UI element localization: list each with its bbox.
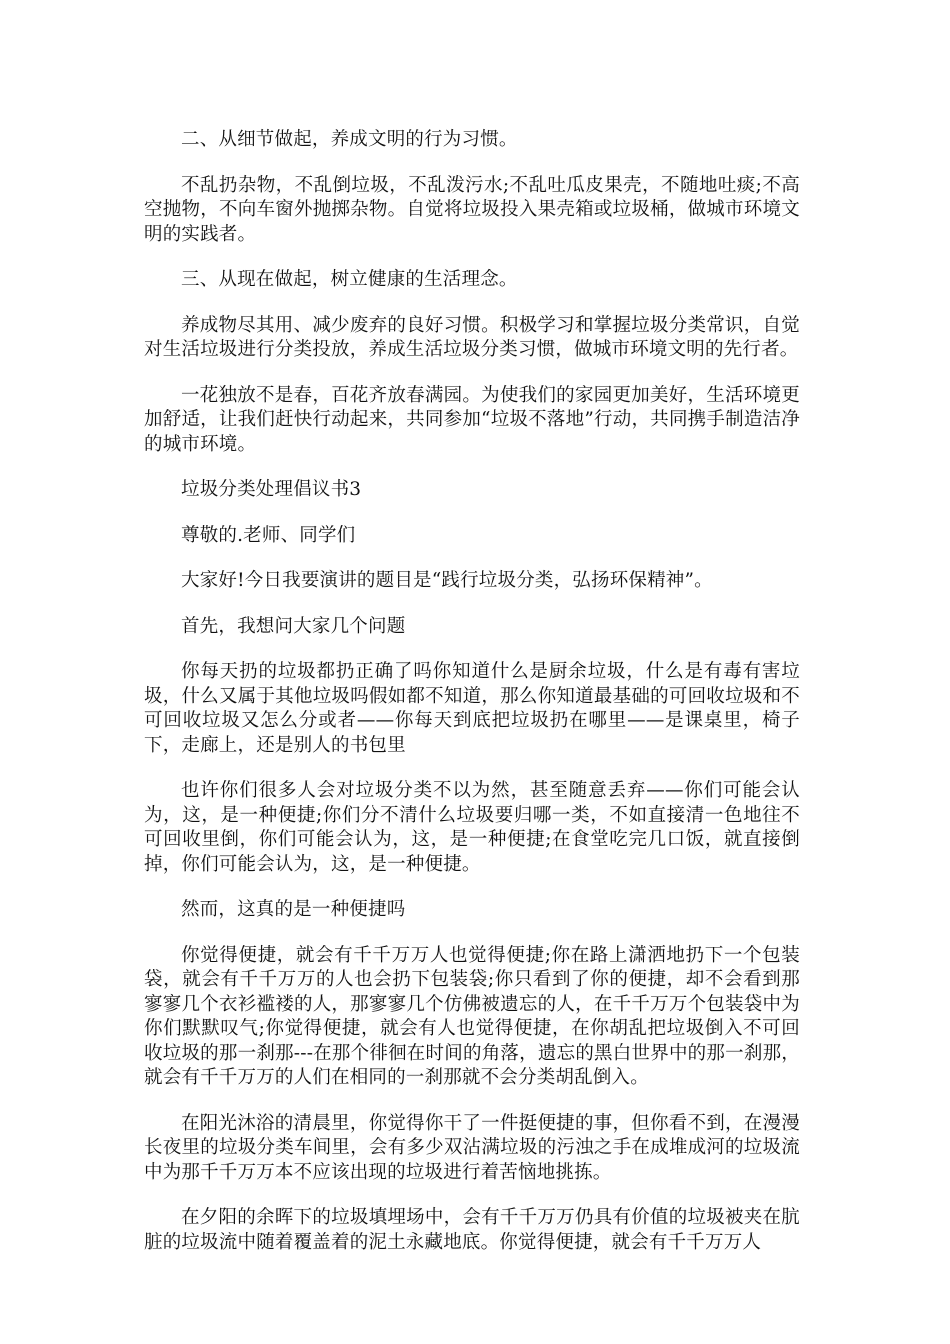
paragraph-no-littering: 不乱扔杂物，不乱倒垃圾，不乱泼污水;不乱吐瓜皮果壳，不随地吐痰;不高空抛物，不向车窗外抛掷杂物。自觉将垃圾投入果壳箱或垃圾桶，做城市环境文明的实践者。 — [144, 174, 800, 245]
paragraph-consequences: 你觉得便捷，就会有千千万万人也觉得便捷;你在路上潇洒地扔下一个包装袋，就会有千千万万的人也会扔下包装袋;你只看到了你的便捷，却不会看到那寥寥几个衣衫褴褛的人，那寥寥几个仿佛被遗忘的人，在千千万万个包装袋中为你们默默叹气;你觉得便捷，就会有人也觉得便捷，在你胡乱把垃圾倒入不可回收垃圾的那一刹那---在那个徘徊在时间的角落，遗忘的黑白世界中的那一刹那，就会有千千万万的人们在相同的一刹那就不会分类胡乱倒入。 — [144, 944, 800, 1088]
paragraph-sorting-workshop: 在阳光沐浴的清晨里，你觉得你干了一件挺便捷的事，但你看不到，在漫漫长夜里的垃圾分类车间里，会有多少双沾满垃圾的污浊之手在成堆成河的垃圾流中为那千千万万本不应该出现的垃圾进行着苦恼地挑拣。 — [144, 1112, 800, 1183]
paragraph-rhetorical-question: 然而，这真的是一种便捷吗 — [181, 899, 406, 920]
paragraph-proposal-title: 垃圾分类处理倡议书3 — [181, 479, 362, 500]
paragraph-greeting: 大家好!今日我要演讲的题目是“践行垃圾分类，弘扬环保精神”。 — [181, 570, 713, 591]
paragraph-section-two-heading: 二、从细节做起，养成文明的行为习惯。 — [181, 129, 518, 150]
paragraph-convenience: 也许你们很多人会对垃圾分类不以为然，甚至随意丢弃——你们可能会认为，这，是一种便捷;你们分不清什么垃圾要归哪一类，不如直接清一色地往不可回收里倒，你们可能会认为，这，是一种便捷;在食堂吃完几口饭，就直接倒掉，你们可能会认为，这，是一种便捷。 — [144, 780, 800, 875]
document-body — [144, 128, 800, 1276]
paragraph-call-to-action: 一花独放不是春，百花齐放春满园。为使我们的家园更加美好，生活环境更加舒适，让我们赶快行动起来，共同参加“垃圾不落地”行动，共同携手制造洁净的城市环境。 — [144, 384, 800, 455]
paragraph-section-three-heading: 三、从现在做起，树立健康的生活理念。 — [181, 269, 518, 290]
paragraph-reduce-waste: 养成物尽其用、减少废弃的良好习惯。积极学习和掌握垃圾分类常识，自觉对生活垃圾进行分类投放，养成生活垃圾分类习惯，做城市环境文明的先行者。 — [144, 314, 800, 360]
paragraph-salutation: 尊敬的.老师、同学们 — [181, 524, 356, 546]
paragraph-landfill: 在夕阳的余晖下的垃圾填埋场中，会有千千万万仍具有价值的垃圾被夹在肮脏的垃圾流中随着覆盖着的泥土永藏地底。你觉得便捷，就会有千千万万人 — [144, 1207, 800, 1253]
paragraph-questions-intro: 首先，我想问大家几个问题 — [181, 615, 406, 637]
paragraph-questions: 你每天扔的垃圾都扔正确了吗你知道什么是厨余垃圾，什么是有毒有害垃圾，什么又属于其他垃圾吗假如都不知道，那么你知道最基础的可回收垃圾和不可回收垃圾又怎么分或者——你每天到底把垃圾扔在哪里——是课桌里，椅子下，走廊上，还是别人的书包里 — [144, 661, 800, 756]
